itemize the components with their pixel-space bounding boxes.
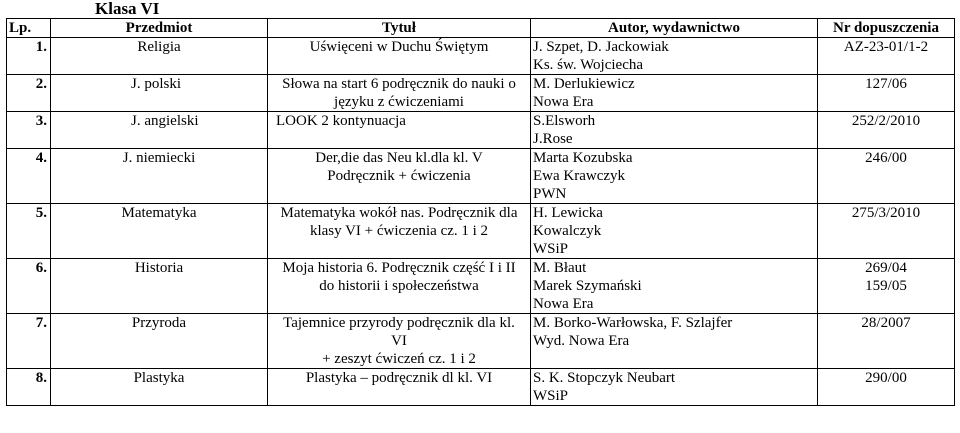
cell-approval bbox=[818, 369, 955, 406]
table-row bbox=[7, 369, 955, 406]
header-title: Tytuł bbox=[268, 19, 531, 38]
cell-lp: 4. bbox=[7, 149, 51, 204]
cell-approval bbox=[818, 204, 955, 259]
cell-title-line: LOOK 2 kontynuacja bbox=[276, 113, 406, 129]
cell-subject: Plastyka bbox=[51, 369, 268, 406]
cell-author-line: J.Rose bbox=[533, 131, 573, 147]
cell-approval bbox=[818, 112, 955, 149]
cell-author bbox=[531, 259, 818, 314]
cell-subject: Religia bbox=[51, 38, 268, 75]
header-lp: Lp. bbox=[7, 19, 51, 38]
cell-title bbox=[268, 75, 531, 112]
cell-title-line: Der,die das Neu kl.dla kl. V bbox=[315, 150, 483, 166]
cell-author bbox=[531, 314, 818, 369]
cell-author-line: Nowa Era bbox=[533, 296, 594, 312]
table-row bbox=[7, 38, 955, 75]
cell-approval-line: 127/06 bbox=[865, 76, 907, 92]
cell-title-line: Matematyka wokół nas. Podręcznik dla bbox=[280, 205, 518, 221]
cell-author bbox=[531, 38, 818, 75]
cell-author bbox=[531, 112, 818, 149]
cell-author-line: Marta Kozubska bbox=[533, 150, 633, 166]
cell-title bbox=[268, 112, 531, 149]
cell-title-line: Moja historia 6. Podręcznik część I i II bbox=[282, 260, 516, 276]
cell-approval-line: 28/2007 bbox=[861, 315, 911, 331]
cell-author-line: M. Błaut bbox=[533, 260, 587, 276]
page-title: Klasa VI bbox=[95, 0, 160, 18]
cell-title-line: języku z ćwiczeniami bbox=[334, 94, 464, 110]
cell-approval bbox=[818, 259, 955, 314]
cell-subject: Historia bbox=[51, 259, 268, 314]
cell-approval-line: 252/2/2010 bbox=[851, 113, 921, 129]
cell-subject: J. angielski bbox=[51, 112, 268, 149]
cell-author-line: S. K. Stopczyk Neubart bbox=[533, 370, 676, 386]
header-author: Autor, wydawnictwo bbox=[531, 19, 818, 38]
cell-subject: J. niemiecki bbox=[51, 149, 268, 204]
cell-approval bbox=[818, 38, 955, 75]
cell-author-line: Ks. św. Wojciecha bbox=[533, 57, 644, 73]
cell-author-line: Wyd. Nowa Era bbox=[533, 333, 630, 349]
cell-author bbox=[531, 369, 818, 406]
cell-lp: 5. bbox=[7, 204, 51, 259]
header-approval: Nr dopuszczenia bbox=[818, 19, 955, 38]
cell-subject: Przyroda bbox=[51, 314, 268, 369]
cell-title-line: do historii i społeczeństwa bbox=[319, 278, 479, 294]
cell-author-line: Marek Szymański bbox=[533, 278, 642, 294]
cell-title bbox=[268, 38, 531, 75]
cell-lp: 1. bbox=[7, 38, 51, 75]
cell-lp: 7. bbox=[7, 314, 51, 369]
cell-author-line: WSiP bbox=[533, 241, 569, 257]
cell-author bbox=[531, 75, 818, 112]
cell-author-line: J. Szpet, D. Jackowiak bbox=[533, 39, 669, 55]
table-row bbox=[7, 204, 955, 259]
cell-author-line: M. Derlukiewicz bbox=[533, 76, 635, 92]
cell-author-line: S.Elsworh bbox=[533, 113, 596, 129]
textbook-table bbox=[6, 18, 955, 406]
cell-author-line: Nowa Era bbox=[533, 94, 594, 110]
cell-lp: 3. bbox=[7, 112, 51, 149]
cell-approval bbox=[818, 149, 955, 204]
cell-title bbox=[268, 369, 531, 406]
cell-author-line: Ewa Krawczyk bbox=[533, 168, 626, 184]
cell-title-line: + zeszyt ćwiczeń cz. 1 i 2 bbox=[322, 351, 476, 367]
cell-approval bbox=[818, 314, 955, 369]
cell-title-line: Plastyka – podręcznik dl kl. VI bbox=[305, 370, 493, 386]
table-row bbox=[7, 75, 955, 112]
cell-approval bbox=[818, 75, 955, 112]
cell-title bbox=[268, 149, 531, 204]
cell-approval-line: 159/05 bbox=[865, 278, 907, 294]
cell-title bbox=[268, 314, 531, 369]
cell-author-line: WSiP bbox=[533, 388, 569, 404]
cell-approval-line: AZ-23-01/1-2 bbox=[843, 39, 929, 55]
cell-title-line: klasy VI + ćwiczenia cz. 1 i 2 bbox=[309, 223, 489, 239]
cell-author bbox=[531, 149, 818, 204]
cell-lp: 2. bbox=[7, 75, 51, 112]
header-subject: Przedmiot bbox=[51, 19, 268, 38]
cell-approval-line: 269/04 bbox=[865, 260, 907, 276]
cell-title-line: Podręcznik + ćwiczenia bbox=[327, 168, 471, 184]
table-row bbox=[7, 314, 955, 369]
cell-lp: 8. bbox=[7, 369, 51, 406]
cell-title-line: VI bbox=[391, 333, 407, 349]
table-row bbox=[7, 112, 955, 149]
table-body bbox=[7, 38, 955, 406]
cell-title bbox=[268, 259, 531, 314]
cell-lp: 6. bbox=[7, 259, 51, 314]
cell-title-line: Słowa na start 6 podręcznik do nauki o bbox=[282, 76, 516, 92]
cell-author bbox=[531, 204, 818, 259]
cell-author-line: Kowalczyk bbox=[533, 223, 602, 239]
cell-title-line: Tajemnice przyrody podręcznik dla kl. bbox=[283, 315, 515, 331]
table-row bbox=[7, 259, 955, 314]
cell-approval-line: 275/3/2010 bbox=[851, 205, 921, 221]
cell-title bbox=[268, 204, 531, 259]
cell-author-line: M. Borko-Warłowska, F. Szlajfer bbox=[533, 315, 733, 331]
cell-approval-line: 290/00 bbox=[865, 370, 907, 386]
cell-subject: Matematyka bbox=[51, 204, 268, 259]
cell-author-line: H. Lewicka bbox=[533, 205, 603, 221]
cell-approval-line: 246/00 bbox=[865, 150, 907, 166]
cell-author-line: PWN bbox=[533, 186, 567, 202]
table-row bbox=[7, 149, 955, 204]
table-header-row bbox=[7, 19, 955, 38]
cell-title-line: Uświęceni w Duchu Świętym bbox=[309, 39, 489, 55]
cell-subject: J. polski bbox=[51, 75, 268, 112]
